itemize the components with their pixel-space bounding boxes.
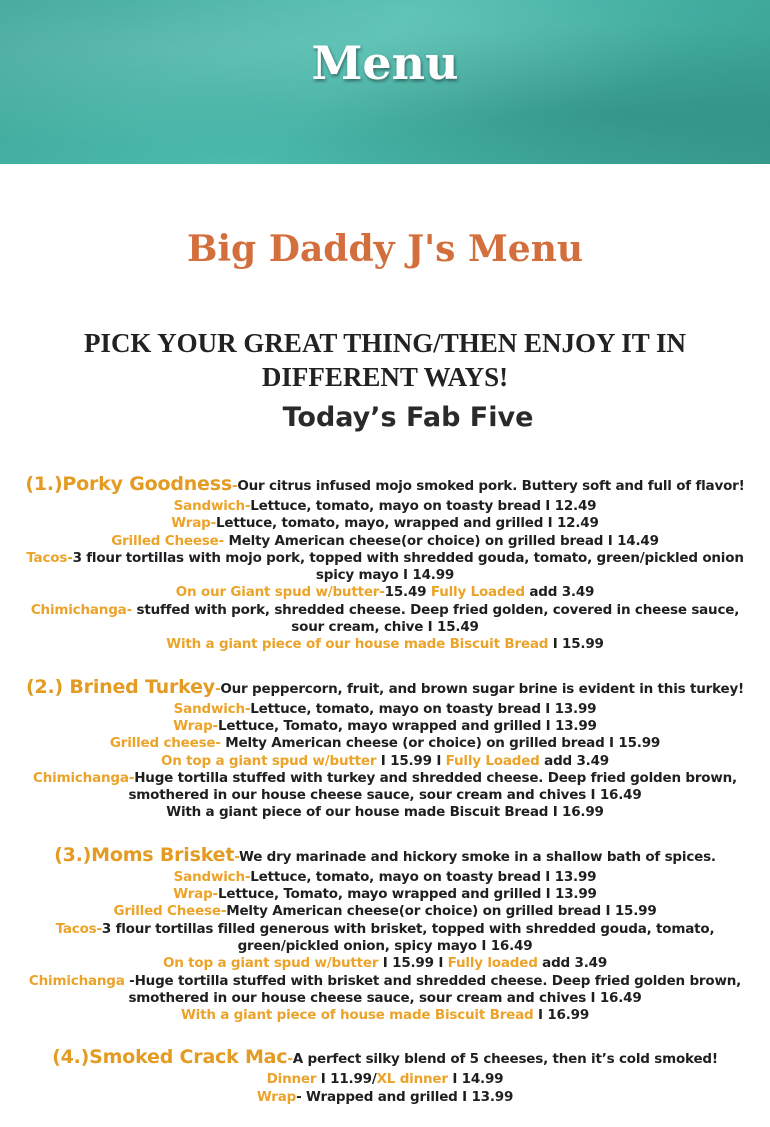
item-label: Grilled Cheese- <box>111 532 224 549</box>
item-label-secondary: Fully Loaded <box>445 752 540 769</box>
item-text: With a giant piece of our house made Biscuit Bread I 16.99 <box>166 804 604 821</box>
section-description: A perfect silky blend of 5 cheeses, then it’s cold smoked! <box>292 1051 718 1068</box>
item-text: Melty American cheese(or choice) on grilled bread I 14.49 <box>223 532 659 549</box>
item-text: I 11.99/ <box>316 1071 377 1088</box>
item-label: Wrap- <box>173 717 218 734</box>
menu-item-wrap <box>20 886 750 903</box>
section-title: (3.)Moms Brisket <box>54 843 235 866</box>
fab-five-heading: Today’s Fab Five <box>282 402 534 433</box>
menu-item-chimichanga <box>20 602 750 637</box>
item-label-secondary: Fully loaded <box>447 955 538 972</box>
item-label: With a giant piece of our house made Biscuit Bread <box>166 636 549 653</box>
section-title: (4.)Smoked Crack Mac <box>52 1046 288 1069</box>
brand-title: Big Daddy J's Menu <box>186 228 584 270</box>
item-label: Sandwich- <box>173 498 251 514</box>
section-heading <box>20 1045 750 1071</box>
item-label: Chimichanga <box>28 972 130 989</box>
section-heading <box>20 843 750 869</box>
section-description: We dry marinade and hickory smoke in a shallow bath of spices. <box>239 848 716 865</box>
menu-item-wrap <box>20 515 750 532</box>
item-label: Wrap- <box>171 515 216 532</box>
item-label: With a giant piece of house made Biscuit Bread <box>180 1007 534 1024</box>
item-label: On top a giant spud w/butter <box>162 955 379 972</box>
item-text: Lettuce, tomato, mayo on toasty bread I 13.99 <box>250 700 597 717</box>
menu-item-tacos <box>20 550 750 585</box>
item-text: Huge tortilla stuffed with turkey and shredded cheese. Deep fried golden brown, smothered in our house cheese sauce, sour cream and chives I 16.49 <box>128 769 737 804</box>
item-label: Chimichanga- <box>33 769 135 786</box>
section-description: Our citrus infused mojo smoked pork. Buttery soft and full of flavor! <box>237 478 745 494</box>
item-label: Dinner <box>266 1071 317 1088</box>
item-text: 15.49 <box>384 584 431 601</box>
item-text: I 15.99 I <box>376 752 446 769</box>
tagline: PICK YOUR GREAT THING/THEN ENJOY IT IN DIFFERENT WAYS! <box>83 328 687 392</box>
menu-section-mac <box>20 1045 750 1106</box>
item-text: stuffed with pork, shredded cheese. Deep fried golden, covered in cheese sauce, sour cream, chive I 15.49 <box>131 601 740 636</box>
menu-section-porky <box>20 472 750 654</box>
menu-item-biscuit <box>20 804 750 821</box>
menu-item-grilled-cheese <box>20 533 750 550</box>
menu-item-wrap <box>20 718 750 735</box>
item-text-secondary: add 3.49 <box>537 955 608 972</box>
menu-item-chimichanga <box>20 770 750 805</box>
header-banner <box>0 0 770 164</box>
menu-item-biscuit <box>20 1007 750 1024</box>
item-text: Lettuce, Tomato, mayo wrapped and grilled I 13.99 <box>217 886 597 903</box>
menu-item-tacos <box>20 921 750 956</box>
menu-section-brisket <box>20 843 750 1025</box>
item-text: I 15.99 <box>548 636 604 653</box>
section-dash: - <box>214 680 221 697</box>
section-title: (1.)Porky Goodness <box>25 473 232 495</box>
item-text: Lettuce, tomato, mayo on toasty bread I 13.99 <box>250 868 597 885</box>
item-text: Melty American cheese(or choice) on grilled bread I 15.99 <box>226 903 657 920</box>
menu-item-sandwich <box>20 498 750 515</box>
item-label: Wrap- <box>173 886 218 903</box>
section-heading <box>20 472 750 498</box>
section-heading <box>20 675 750 701</box>
item-label: Sandwich- <box>173 700 251 717</box>
item-label-secondary: Fully Loaded <box>430 584 525 601</box>
item-text-secondary: add 3.49 <box>539 752 610 769</box>
item-text: - Wrapped and grilled I 13.99 <box>296 1088 514 1105</box>
menu-item-sandwich <box>20 869 750 886</box>
banner-title: Menu <box>311 36 459 90</box>
item-text: Lettuce, Tomato, mayo wrapped and grilled I 13.99 <box>217 717 597 734</box>
item-label: Grilled cheese- <box>109 735 221 752</box>
item-text: 3 flour tortillas filled generous with brisket, topped with shredded gouda, tomato, green/pickled onion, spicy mayo I 16.49 <box>101 920 715 954</box>
item-label: Tacos- <box>55 920 102 937</box>
menu-item-sandwich <box>20 701 750 718</box>
item-text-secondary: add 3.49 <box>524 584 595 601</box>
item-text: 3 flour tortillas with mojo pork, topped with shredded gouda, tomato, green/pickled onion spicy mayo I 14.99 <box>72 549 744 584</box>
item-label: Sandwich- <box>173 868 251 885</box>
item-text-secondary: I 14.99 <box>447 1071 504 1088</box>
item-label: On our Giant spud w/butter- <box>175 584 385 601</box>
menu-item-spud <box>20 753 750 770</box>
menu-item-dinner <box>20 1071 750 1088</box>
item-label: Grilled Cheese- <box>113 903 227 920</box>
item-text: I 15.99 I <box>378 955 448 972</box>
item-text: Lettuce, tomato, mayo on toasty bread I 12.49 <box>250 498 597 514</box>
menu-item-spud <box>20 955 750 972</box>
item-label: Wrap <box>256 1088 297 1105</box>
menu-item-chimichanga <box>20 973 750 1008</box>
menu-item-spud <box>20 584 750 601</box>
section-title: (2.) Brined Turkey <box>25 675 215 698</box>
item-label: Chimichanga- <box>30 601 132 618</box>
section-dash: - <box>231 478 238 494</box>
menu-item-biscuit <box>20 636 750 653</box>
menu-item-grilled-cheese <box>20 903 750 920</box>
menu-item-wrap <box>20 1089 750 1106</box>
item-text: -Huge tortilla stuffed with brisket and shredded cheese. Deep fried golden brown, smothered in our house cheese sauce, sour cream and chives I 16.49 <box>128 972 742 1006</box>
menu-content <box>20 472 750 1127</box>
menu-section-turkey <box>20 675 750 822</box>
section-dash: - <box>234 848 239 865</box>
item-label: Tacos- <box>26 549 73 566</box>
item-label: On top a giant spud w/butter <box>160 752 377 769</box>
item-label-secondary: XL dinner <box>376 1071 448 1088</box>
item-text: I 16.99 <box>533 1007 590 1024</box>
item-text: Lettuce, tomato, mayo, wrapped and grilled I 12.49 <box>215 515 599 532</box>
menu-item-grilled-cheese <box>20 735 750 752</box>
item-text: Melty American cheese (or choice) on grilled bread I 15.99 <box>220 735 661 752</box>
section-dash: - <box>287 1051 293 1068</box>
section-description: Our peppercorn, fruit, and brown sugar brine is evident in this turkey! <box>220 680 745 697</box>
